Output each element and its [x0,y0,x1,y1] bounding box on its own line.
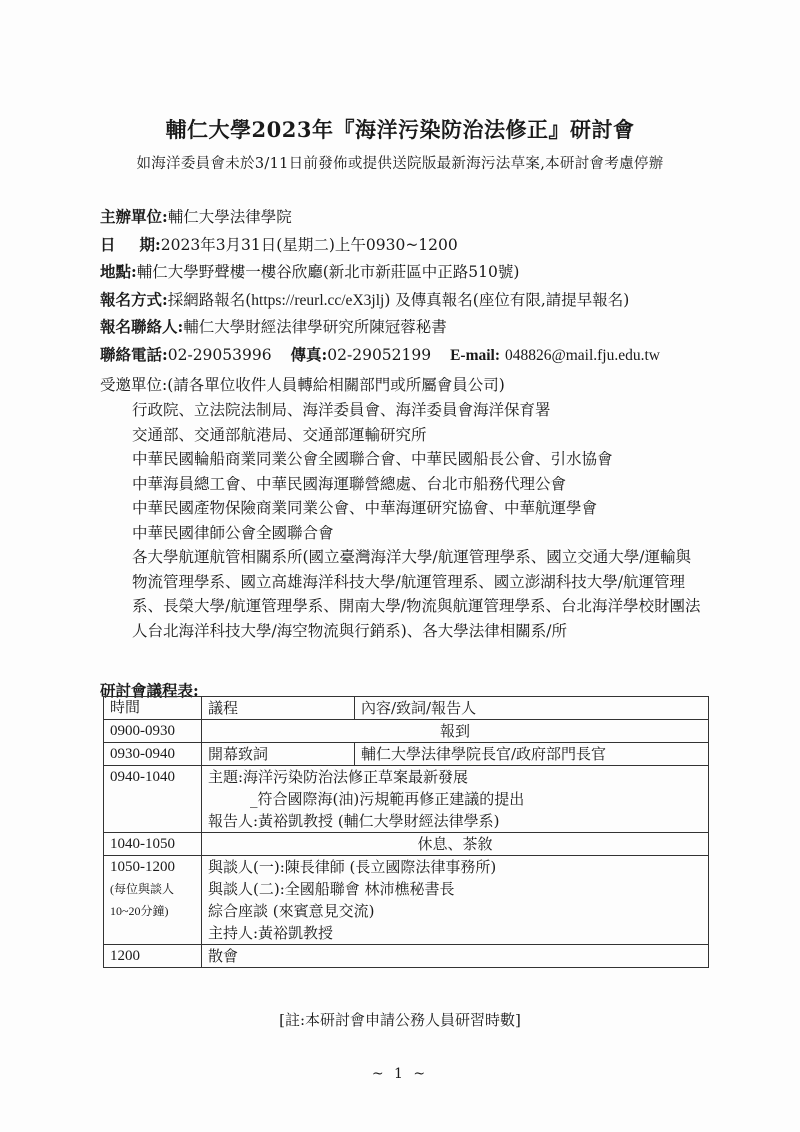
agenda-table [103,696,709,968]
organizer-label: 主辦單位: [100,207,168,226]
invited-item: 中華海員總工會、中華民國海運聯營總處、台北市船務代理公會 [132,474,567,493]
header-speaker: 內容/致詞/報告人 [355,697,709,720]
cancellation-notice: 如海洋委員會未於3/11日前發佈或提供送院版最新海污法草案,本研討會考慮停辦 [136,156,664,172]
contact-value: 輔仁大學財經法律學研究所陳冠蓉秘書 [183,318,447,336]
invited-item: 中華民國律師公會全國聯合會 [132,523,334,542]
table-row [104,743,709,766]
row-time: 1040-1050 [104,833,202,856]
row-time: 1200 [104,945,202,968]
row-time: 0930-0940 [104,743,202,766]
organizer-value: 輔仁大學法律學院 [167,208,292,226]
contact-label: 報名聯絡人: [100,317,184,336]
contact-row [100,313,720,341]
invited-item: 行政院、立法院法制局、海洋委員會、海洋委員會海洋保育署 [132,401,551,419]
row-time-cell [104,856,202,945]
page-number: ~ 1 ~ [371,1066,429,1082]
invited-item: 交通部、交通部航港局、交通部運輸研究所 [132,425,427,444]
register-post: ) 及傳真報名(座位有限,請提早報名) [384,290,630,309]
table-row [104,945,709,968]
register-label: 報名方式: [100,289,168,309]
table-row [104,720,709,743]
row-program: 開幕致詞 [202,743,355,766]
register-pre: 採網路報名( [167,290,252,309]
table-row [104,766,709,833]
date-label-2: 期: [139,234,161,254]
date-value: 2023年3月31日(星期二)上午0930~1200 [160,235,458,254]
fax-label: 傳真: [290,344,328,364]
page-title: 輔仁大學2023年『海洋污染防治法修正』研討會 [165,117,635,142]
header-program: 議程 [202,697,355,720]
invited-item: 各大學航運航管相關系所(國立臺灣海洋大學/航運管理學系、國立交通大學/運輸與物流管理學系、國立高雄海洋科技大學/航運管理系、國立澎湖科技大學/航運管理系、長榮大學/航運管理學系、開南大學/物流與航運管理學系、台北海洋學校財團法人台北海洋科技大學/海空物流與行銷系)、各大學法律相關系/所 [132,548,701,640]
row-content [202,766,709,833]
row-time: 0900-0930 [104,720,202,743]
row-text: 散會 [202,945,709,968]
row-line: _符合國際海(油)污規範再修正建議的提出 [250,790,525,808]
table-header-row [104,697,709,720]
date-label-1: 日 [100,234,116,254]
venue-label: 地點: [100,262,137,281]
row-speaker: 輔仁大學法律學院長官/政府部門長官 [355,743,709,766]
register-row [100,286,720,314]
register-url-link[interactable]: https://reurl.cc/eX3jlj [251,291,385,309]
phone-value: 02-29053996 [167,345,272,364]
row-time: 1050-1200 [110,859,175,875]
row-line: 主題:海洋污染防治法修正草案最新發展 [208,768,469,786]
table-row [104,856,709,945]
row-text: 報到 [202,720,709,743]
fax-value: 02-29052199 [327,345,432,364]
row-line: 報告人:黃裕凱教授 (輔仁大學財經法律學系) [208,812,500,830]
row-time-note: (每位與談人10~20分鐘) [110,882,174,918]
row-text: 休息、茶敘 [202,833,709,856]
phone-row [100,341,720,369]
venue-value: 輔仁大學野聲樓一樓谷欣廳(新北市新莊區中正路510號) [136,263,520,281]
row-content [202,856,709,945]
row-line: 綜合座談 (來賓意見交流) [208,902,375,920]
row-time: 0940-1040 [104,766,202,833]
email-label: E-mail: [450,346,500,364]
agenda-title: 研討會議程表: [100,681,199,700]
header-time: 時間 [104,697,202,720]
invited-item: 中華民國產物保險商業同業公會、中華海運研究協會、中華航運學會 [132,499,598,517]
table-row [104,833,709,856]
invited-item: 中華民國輪船商業同業公會全國聯合會、中華民國船長公會、引水協會 [132,450,613,468]
phone-label: 聯絡電話: [100,344,168,364]
row-line: 主持人:黃裕凱教授 [208,924,334,942]
email-link[interactable]: 048826@mail.fju.edu.tw [504,346,660,364]
invited-heading: 受邀單位:(請各單位收件人員轉給相關部門或所屬會員公司) [100,376,505,394]
venue-row [100,258,720,286]
footnote: [註:本研討會申請公務人員研習時數] [279,1011,521,1029]
invited-units [100,372,720,643]
date-row [100,231,720,259]
event-info [100,203,720,368]
row-line: 與談人(一):陳長律師 (長立國際法律事務所) [208,858,497,876]
row-line: 與談人(二):全國船聯會 林沛樵秘書長 [208,880,455,898]
organizer-row [100,203,720,231]
